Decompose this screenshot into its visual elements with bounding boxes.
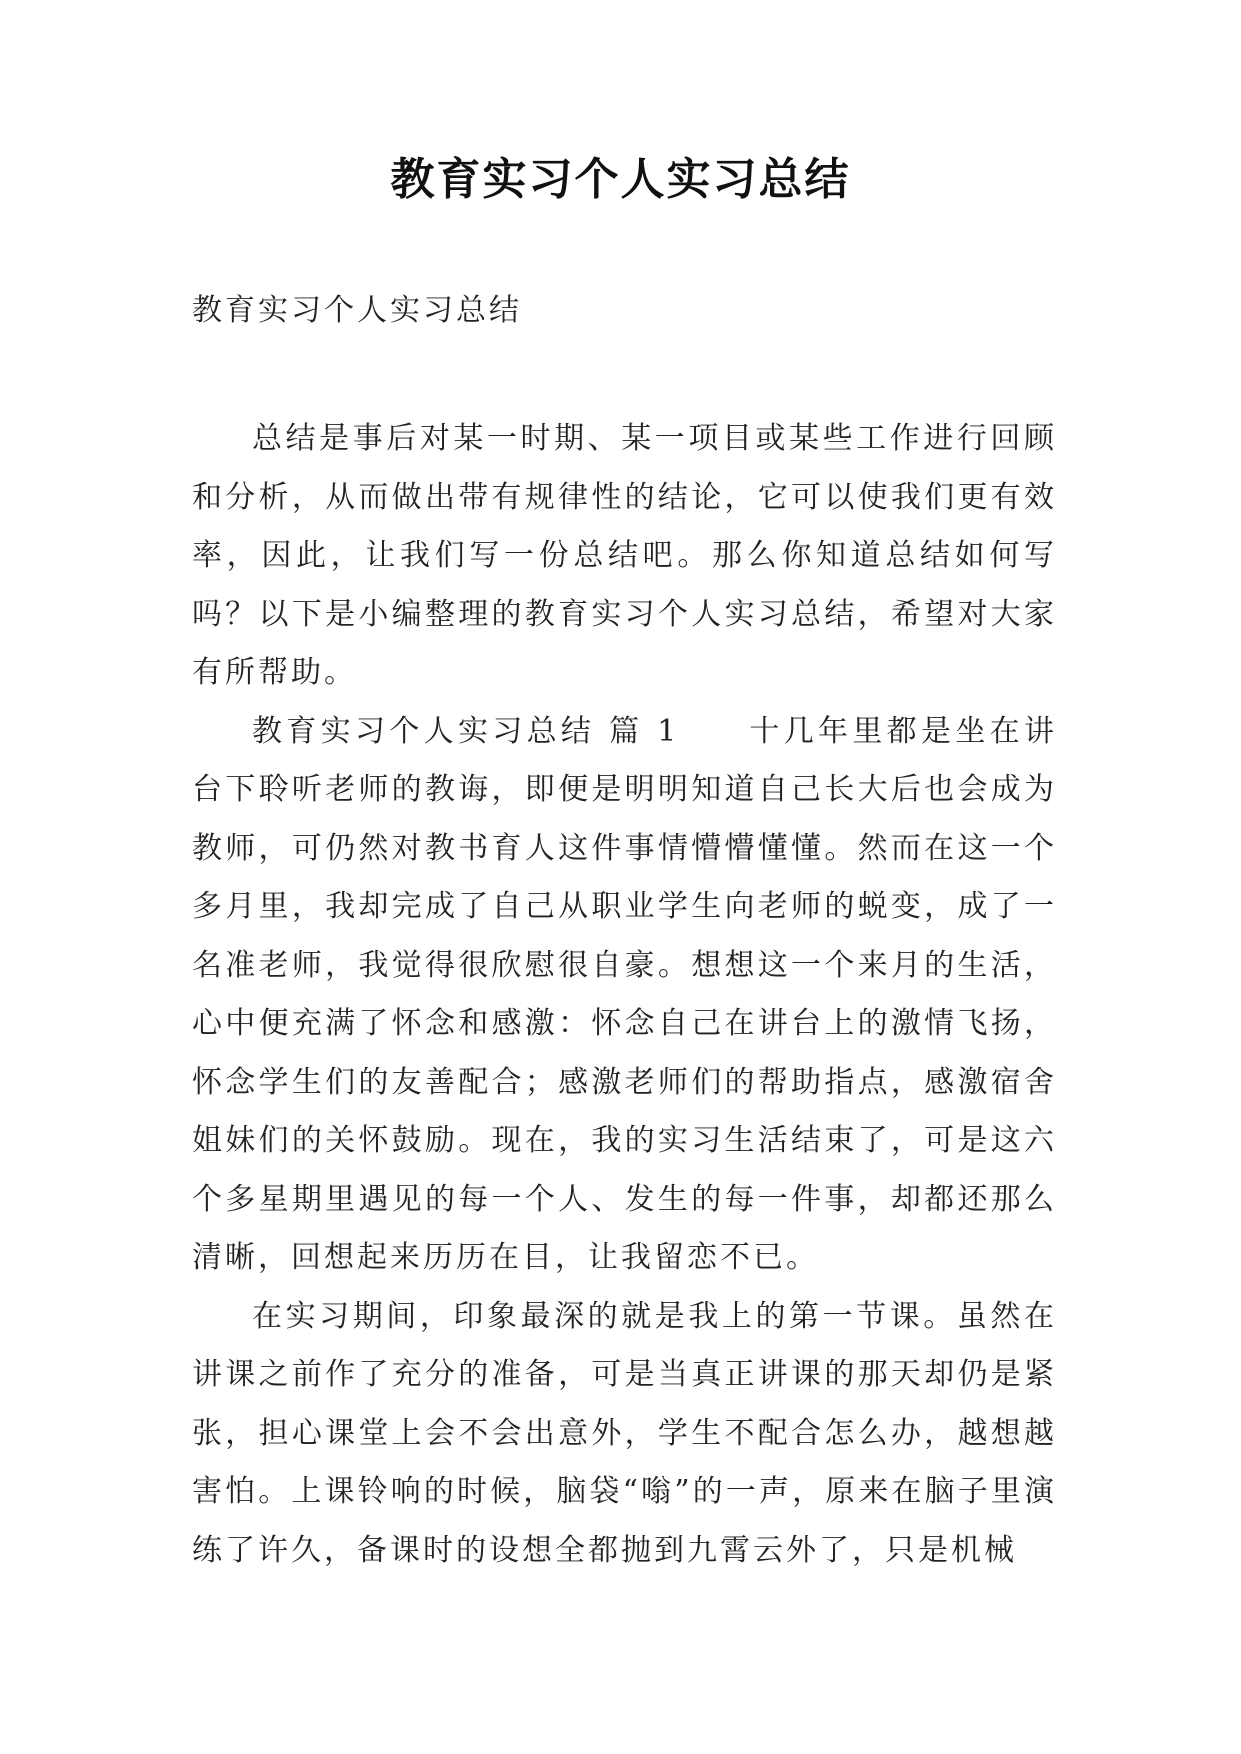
paragraph-part-1: 教育实习个人实习总结 篇 1 十几年里都是坐在讲台下聆听老师的教诲，即便是明明知道自己长大后也会成为教师，可仍然对教书育人这件事情懵懵懂懂。然而在这一个多月里，我却完成了自己从职业学生向老师的蜕变，成了一名准老师，我觉得很欣慰很自豪。想想这一个来月的生活，心中便充满了怀念和感激：怀念自己在讲台上的激情飞扬，怀念学生们的友善配合；感激老师们的帮助指点，感激宿舍姐妹们的关怀鼓励。现在，我的实习生活结束了，可是这六个多星期里遇见的每一个人、发生的每一件事，却都还那么清晰，回想起来历历在目，让我留恋不已。 [192,713,1057,1275]
paragraph-first-lesson: 在实习期间，印象最深的就是我上的第一节课。虽然在讲课之前作了充分的准备，可是当真正讲课的那天却仍是紧张，担心课堂上会不会出意外，学生不配合怎么办，越想越害怕。上课铃响的时候，脑袋“嗡”的一声，原来在脑子里演练了许久，备课时的设想全都抛到九霄云外了，只是机械 [192,1298,1057,1568]
document-title: 教育实习个人实习总结 [390,154,851,205]
paragraph-intro: 总结是事后对某一时期、某一项目或某些工作进行回顾和分析，从而做出带有规律性的结论，它可以使我们更有效率，因此，让我们写一份总结吧。那么你知道总结如何写吗？以下是小编整理的教育实习个人实习总结，希望对大家有所帮助。 [192,421,1057,690]
document-subtitle: 教育实习个人实习总结 [192,293,522,328]
document-body [192,410,1057,1580]
